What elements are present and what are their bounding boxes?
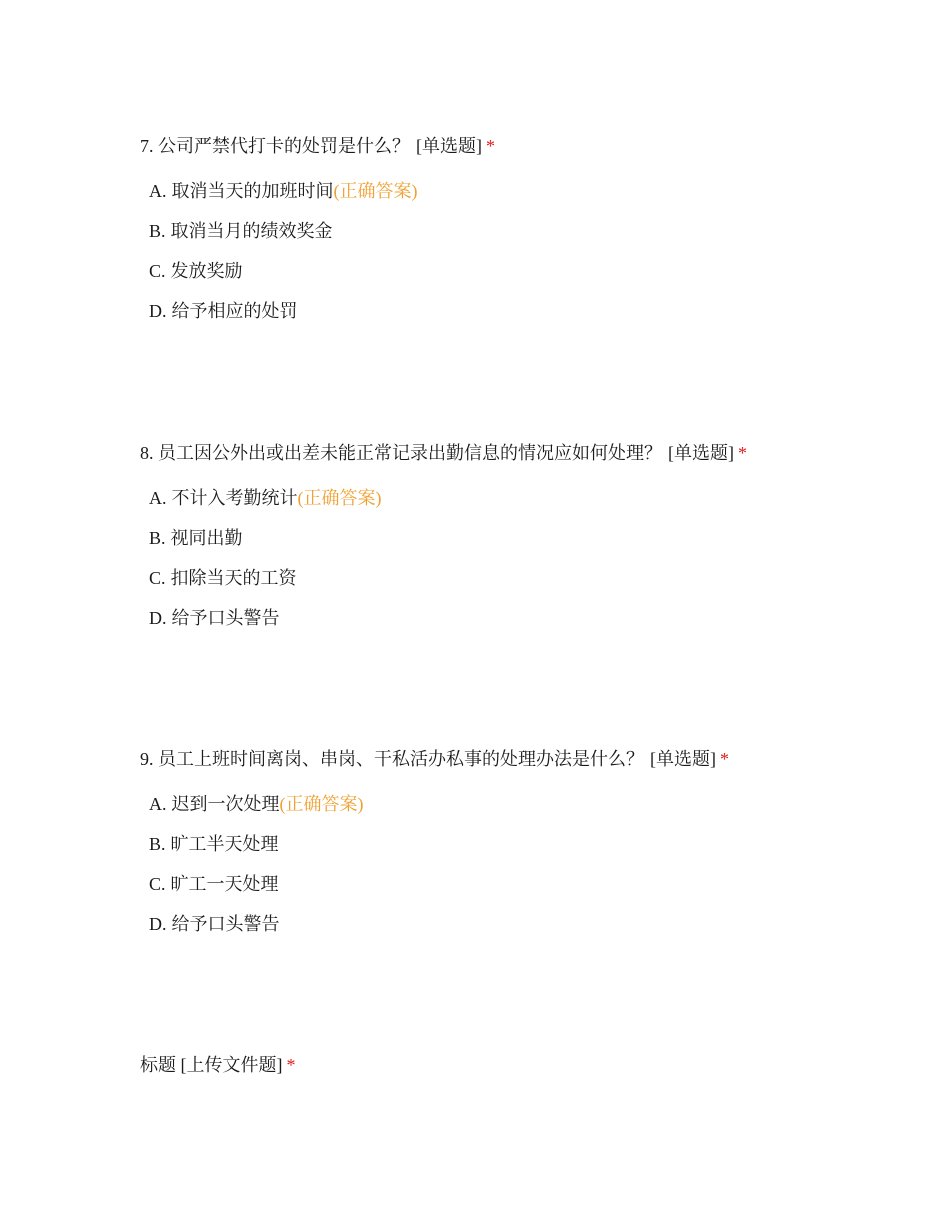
option-text: 不计入考勤统计 xyxy=(171,488,298,508)
question-number: 9. xyxy=(140,749,154,769)
option-c[interactable] xyxy=(149,251,900,291)
required-marker: * xyxy=(738,443,747,463)
option-letter: B. xyxy=(149,834,166,854)
question-7 xyxy=(140,133,900,331)
question-type: [单选题] xyxy=(416,136,482,156)
option-letter: D. xyxy=(149,608,167,628)
question-text: 标题 xyxy=(140,1055,176,1075)
option-b[interactable] xyxy=(149,824,900,864)
correct-answer-tag: (正确答案) xyxy=(297,488,382,508)
question-text: 员工因公外出或出差未能正常记录出勤信息的情况应如何处理？ xyxy=(158,443,662,463)
option-letter: A. xyxy=(149,794,167,814)
option-text: 旷工一天处理 xyxy=(170,874,279,894)
option-a[interactable] xyxy=(149,784,900,824)
option-letter: C. xyxy=(149,874,166,894)
required-marker: * xyxy=(720,749,729,769)
option-letter: B. xyxy=(149,528,166,548)
option-list xyxy=(140,478,900,638)
question-title xyxy=(140,1052,900,1078)
question-type: [单选题] xyxy=(650,749,716,769)
option-letter: B. xyxy=(149,221,166,241)
question-8 xyxy=(140,440,900,638)
option-text: 取消当月的绩效奖金 xyxy=(170,221,333,241)
question-type: [单选题] xyxy=(668,443,734,463)
option-list xyxy=(140,171,900,331)
question-title xyxy=(140,133,900,159)
option-a[interactable] xyxy=(149,171,900,211)
option-text: 给予口头警告 xyxy=(171,914,280,934)
required-marker: * xyxy=(486,136,495,156)
correct-answer-tag: (正确答案) xyxy=(279,794,364,814)
option-text: 发放奖励 xyxy=(170,261,243,281)
question-number: 7. xyxy=(140,136,154,156)
option-text: 视同出勤 xyxy=(170,528,243,548)
correct-answer-tag: (正确答案) xyxy=(333,181,418,201)
option-a[interactable] xyxy=(149,478,900,518)
required-marker: * xyxy=(286,1055,296,1075)
option-text: 迟到一次处理 xyxy=(171,794,280,814)
option-b[interactable] xyxy=(149,211,900,251)
option-text: 扣除当天的工资 xyxy=(170,568,297,588)
option-text: 给予相应的处罚 xyxy=(171,301,298,321)
option-c[interactable] xyxy=(149,558,900,598)
question-text: 员工上班时间离岗、串岗、干私活办私事的处理办法是什么？ xyxy=(158,749,644,769)
option-letter: C. xyxy=(149,261,166,281)
option-list xyxy=(140,784,900,944)
question-text: 公司严禁代打卡的处罚是什么？ xyxy=(158,136,410,156)
option-letter: A. xyxy=(149,488,167,508)
question-number: 8. xyxy=(140,443,154,463)
option-d[interactable] xyxy=(149,904,900,944)
question-title xyxy=(140,440,900,466)
question-9 xyxy=(140,746,900,944)
option-b[interactable] xyxy=(149,518,900,558)
option-text: 取消当天的加班时间 xyxy=(171,181,334,201)
option-letter: C. xyxy=(149,568,166,588)
question-title xyxy=(140,746,900,772)
option-d[interactable] xyxy=(149,291,900,331)
option-c[interactable] xyxy=(149,864,900,904)
option-d[interactable] xyxy=(149,598,900,638)
option-letter: A. xyxy=(149,181,167,201)
option-letter: D. xyxy=(149,301,167,321)
option-letter: D. xyxy=(149,914,167,934)
question-type: [上传文件题] xyxy=(180,1055,283,1075)
option-text: 旷工半天处理 xyxy=(170,834,279,854)
option-text: 给予口头警告 xyxy=(171,608,280,628)
upload-question xyxy=(140,1052,900,1078)
